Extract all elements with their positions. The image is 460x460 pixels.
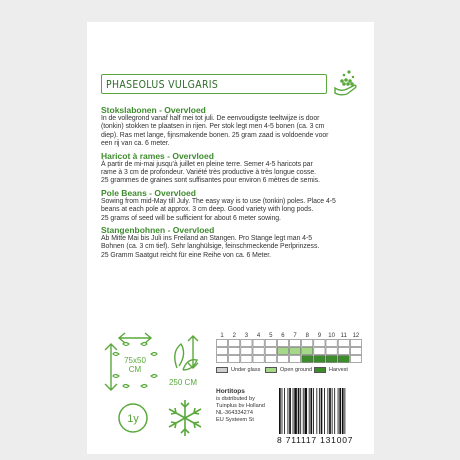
calendar-cell — [277, 356, 288, 363]
calendar-legend — [216, 366, 362, 376]
lifespan-value: 1y — [127, 413, 139, 425]
calendar-cell — [350, 348, 361, 355]
barcode-bar — [344, 388, 345, 434]
section-line: Bohnen (ca. 3 cm tief). Sehr langhülsige, feinschmeckende Perlprinzess. — [101, 243, 320, 251]
month-label: 11 — [340, 333, 347, 339]
legend-swatch — [314, 367, 326, 373]
section-heading: Haricot à rames - Overvloed — [101, 150, 214, 161]
publisher-line: NL-364334274 — [216, 410, 254, 416]
barcode — [277, 386, 363, 436]
barcode-number: 8 711117 131007 — [277, 435, 354, 445]
barcode-bar — [288, 388, 289, 434]
calendar-cell — [338, 356, 349, 363]
calendar-cell — [217, 340, 228, 347]
barcode-bar — [321, 388, 323, 434]
calendar-cell — [253, 348, 264, 355]
calendar-cell — [302, 340, 313, 347]
section-heading: Pole Beans - Overvloed — [101, 187, 196, 198]
publisher-line: Tuinplus bv Holland — [216, 403, 265, 409]
calendar-cell — [229, 348, 240, 355]
plant-height-icon — [169, 336, 198, 387]
barcode-bar — [279, 388, 281, 434]
barcode-bar — [310, 388, 312, 434]
sowing-calendar — [216, 330, 362, 383]
calendar-grid — [216, 330, 362, 363]
barcode-bar — [327, 388, 328, 434]
calendar-cell — [265, 348, 276, 355]
calendar-cell — [265, 356, 276, 363]
section-text — [101, 115, 361, 149]
frost-sensitive-icon — [169, 400, 201, 436]
publisher-line: EU Systeem St — [216, 417, 254, 423]
legend-swatch — [265, 367, 277, 373]
section-heading: Stangenbohnen - Overvloed — [101, 225, 215, 236]
publisher-info — [216, 388, 276, 424]
calendar-cell — [277, 340, 288, 347]
section-line: In de vollegrond vanaf half mei tot juli. De eenvoudigste teeltwijze is door — [101, 115, 320, 122]
legend-swatch — [216, 367, 228, 373]
barcode-bar — [313, 388, 314, 434]
barcode-bar — [293, 388, 294, 434]
species-title: PHASEOLUS VULGARIS — [106, 78, 219, 91]
month-label: 1 — [220, 333, 224, 339]
calendar-cell — [302, 348, 313, 355]
calendar-cell — [290, 356, 301, 363]
section-line: (tonkin) stokken te plaatsen in rijen. Per stok legt men 4-5 bonen (ca. 3 cm — [101, 123, 325, 131]
barcode-bar — [289, 388, 291, 434]
plant-spacing-icon — [105, 333, 157, 390]
section-line: 25 grams of seed will be sufficient for about 6 meter sowing. — [101, 214, 281, 222]
month-label: 8 — [305, 333, 309, 339]
barcode-bar — [334, 388, 335, 434]
calendar-cell — [302, 356, 313, 363]
calendar-cell — [314, 356, 325, 363]
lifespan-icon — [119, 404, 147, 432]
growing-info-icons — [101, 330, 213, 450]
barcode-bar — [305, 388, 308, 434]
section-line: À partir de mi-mai jusqu'à juillet en pleine terre. Semer 4-5 haricots par — [101, 160, 313, 168]
species-title-box — [101, 74, 327, 94]
calendar-cell — [277, 348, 288, 355]
month-label: 9 — [317, 333, 322, 339]
barcode-bar — [339, 388, 341, 434]
section-text — [101, 161, 361, 186]
section-line: rame à 3 cm de profondeur. Variété très productive à très longue cosse. — [101, 169, 317, 177]
section-text — [101, 198, 361, 223]
calendar-cell — [241, 348, 252, 355]
section-line: 25 grammes de graines sont suffisantes pour environ 6 mètres de semis. — [101, 177, 320, 185]
calendar-cell — [314, 340, 325, 347]
spacing-value: 75x50 — [124, 356, 146, 365]
legend-label: Open ground — [280, 367, 313, 373]
calendar-cell — [253, 340, 264, 347]
section-line: Sowing from mid-May till July. The easy way is to use (tonkin) poles. Place 4-5 — [101, 197, 336, 205]
calendar-cell — [241, 356, 252, 363]
publisher-brand: Hortitops — [216, 388, 245, 395]
calendar-cell — [350, 356, 361, 363]
spacing-unit: CM — [128, 365, 142, 374]
barcode-bar — [300, 388, 301, 434]
calendar-cell — [290, 340, 301, 347]
calendar-cell — [265, 340, 276, 347]
calendar-cell — [217, 356, 228, 363]
month-label: 6 — [281, 333, 285, 339]
month-label: 3 — [244, 333, 249, 339]
calendar-cell — [350, 340, 361, 347]
calendar-cell — [326, 340, 337, 347]
section-text — [101, 235, 361, 260]
barcode-bar — [338, 388, 339, 434]
barcode-bar — [284, 388, 285, 434]
section-line: een rij van ca. 6 meter. — [101, 140, 170, 148]
calendar-cell — [229, 356, 240, 363]
height-value: 250 CM — [168, 378, 198, 387]
barcode-bar — [303, 388, 304, 434]
calendar-cell — [253, 356, 264, 363]
legend-label: Harvest — [329, 367, 348, 373]
section-line: 25 Gramm Saatgut reicht für eine Reihe von ca. 6 Meter. — [101, 251, 271, 259]
calendar-cell — [217, 348, 228, 355]
calendar-cell — [290, 348, 301, 355]
barcode-bar — [329, 388, 331, 434]
month-label: 12 — [352, 333, 360, 339]
calendar-cell — [229, 340, 240, 347]
month-label: 2 — [232, 333, 236, 339]
barcode-bar — [332, 388, 333, 434]
seed-packet — [87, 22, 374, 454]
section-line: beans at each pole at approx. 3 cm deep. Good variety with long pods. — [101, 206, 314, 214]
calendar-cell — [241, 340, 252, 347]
barcode-bar — [319, 388, 320, 434]
month-label: 10 — [328, 333, 335, 339]
barcode-bar — [342, 388, 344, 434]
barcode-bar — [298, 388, 300, 434]
calendar-cell — [338, 340, 349, 347]
section-line: diep). Ras met lange, fijnsmakende bonen. 25 gram zaad is voldoende voor — [101, 131, 329, 139]
publisher-line: is distributed by — [216, 396, 255, 402]
month-label: 7 — [293, 333, 297, 339]
barcode-bar — [282, 388, 283, 434]
calendar-cell — [314, 348, 325, 355]
instructions — [101, 105, 361, 262]
month-label: 4 — [256, 333, 261, 339]
legend-label: Under glass — [231, 367, 261, 373]
section-line: Ab Mitte Mai bis Juli ins Freiland an Stangen. Pro Stange legt man 4-5 — [101, 235, 312, 243]
barcode-bar — [324, 388, 325, 434]
calendar-cell — [338, 348, 349, 355]
calendar-cell — [326, 356, 337, 363]
barcode-bar — [309, 388, 310, 434]
calendar-cell — [326, 348, 337, 355]
barcode-bar — [294, 388, 297, 434]
barcode-bar — [316, 388, 317, 434]
month-label: 5 — [269, 333, 273, 339]
section-heading: Stokslabonen - Overvloed — [101, 105, 206, 115]
hand-seeds-icon — [331, 68, 359, 98]
